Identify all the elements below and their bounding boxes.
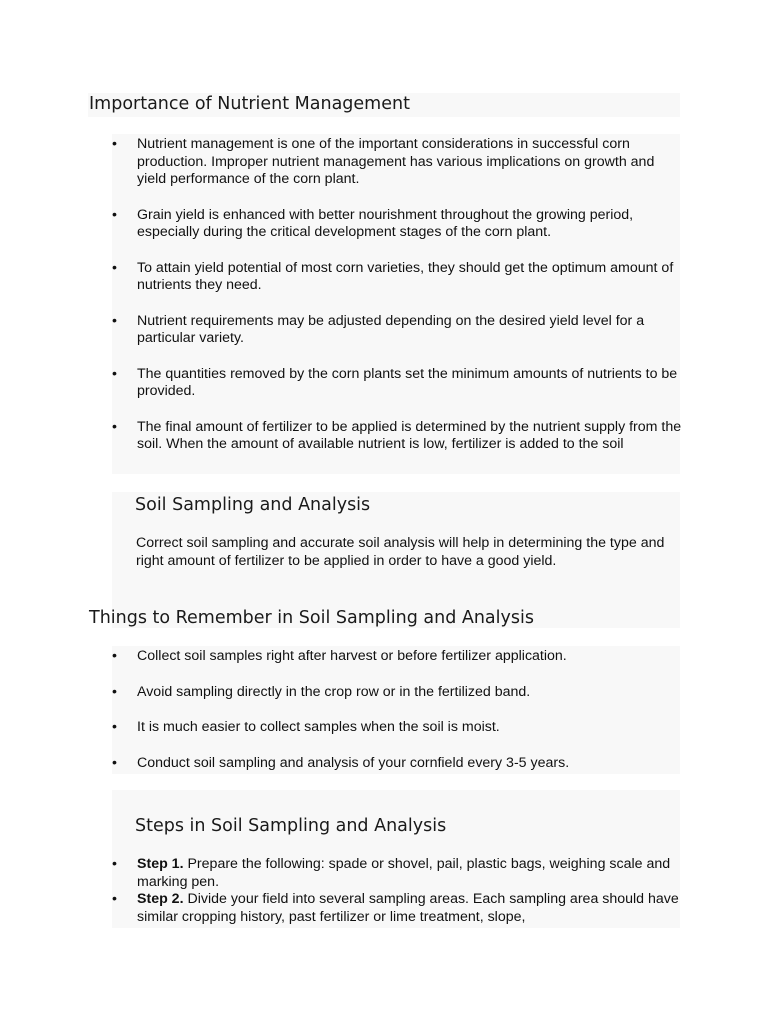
bullet-icon: • [112, 365, 117, 382]
step-item [112, 891, 682, 926]
section-title-importance: Importance of Nutrient Management [89, 94, 410, 114]
list-item [112, 648, 682, 666]
bullet-icon: • [112, 719, 117, 735]
bullet-icon: • [112, 754, 117, 771]
list-item-text: The quantities removed by the corn plants set the minimum amounts of nutrients to be provided. [137, 365, 678, 399]
list-item [112, 366, 682, 401]
list-item-text: The final amount of fertilizer to be applied is determined by the nutrient supply from the soil. When the amount of available nutrient is low, fertilizer is added to the soil [137, 418, 682, 452]
list-item [112, 684, 682, 702]
bullet-icon: • [112, 891, 117, 907]
list-item-text: Collect soil samples right after harvest or before fertilizer application. [137, 648, 567, 664]
list-item-text: Nutrient management is one of the important considerations in successful corn production. Improper nutrient management has various implications on growth and yield performance of the corn plant. [137, 136, 655, 187]
step-label: Step 1. [137, 856, 184, 872]
list-item [112, 419, 682, 454]
section-title-things-to-remember: Things to Remember in Soil Sampling and Analysis [89, 608, 534, 628]
step-text: Prepare the following: spade or shovel, pail, plastic bags, weighing scale and marking pen. [137, 856, 671, 890]
bullet-icon: • [112, 683, 117, 700]
section-title-steps: Steps in Soil Sampling and Analysis [135, 816, 447, 836]
list-item-text: To attain yield potential of most corn varieties, they should get the optimum amount of nutrients they need. [137, 259, 674, 293]
section-title-soil-sampling: Soil Sampling and Analysis [135, 495, 371, 515]
bullet-icon: • [112, 259, 117, 276]
bullet-icon: • [112, 418, 117, 435]
list-item [112, 755, 682, 773]
remember-bullet-list [112, 648, 682, 772]
step-item [112, 856, 682, 891]
list-item [112, 719, 682, 737]
list-item [112, 207, 682, 242]
bullet-icon: • [112, 136, 117, 152]
step-text: Divide your field into several sampling areas. Each sampling area should have similar cropping history, past fertilizer or lime treatment, slope, [137, 891, 679, 925]
bullet-icon: • [112, 312, 117, 329]
list-item-text: Avoid sampling directly in the crop row or in the fertilized band. [137, 683, 531, 700]
list-item [112, 260, 682, 295]
importance-bullet-list [112, 136, 682, 454]
bullet-icon: • [112, 206, 117, 223]
bullet-icon: • [112, 856, 117, 872]
steps-list [112, 856, 682, 926]
bullet-icon: • [112, 648, 117, 664]
step-label: Step 2. [137, 891, 184, 907]
list-item-text: It is much easier to collect samples when the soil is moist. [137, 719, 500, 735]
list-item-text: Nutrient requirements may be adjusted depending on the desired yield level for a particular variety. [137, 312, 645, 346]
soil-sampling-paragraph: Correct soil sampling and accurate soil analysis will help in determining the type and right amount of fertilizer to be applied in order to have a good yield. [136, 535, 665, 569]
list-item-text: Grain yield is enhanced with better nourishment throughout the growing period, especially during the critical development stages of the corn plant. [137, 206, 634, 240]
list-item [112, 313, 682, 348]
list-item [112, 136, 682, 189]
list-item-text: Conduct soil sampling and analysis of your cornfield every 3-5 years. [137, 754, 570, 771]
